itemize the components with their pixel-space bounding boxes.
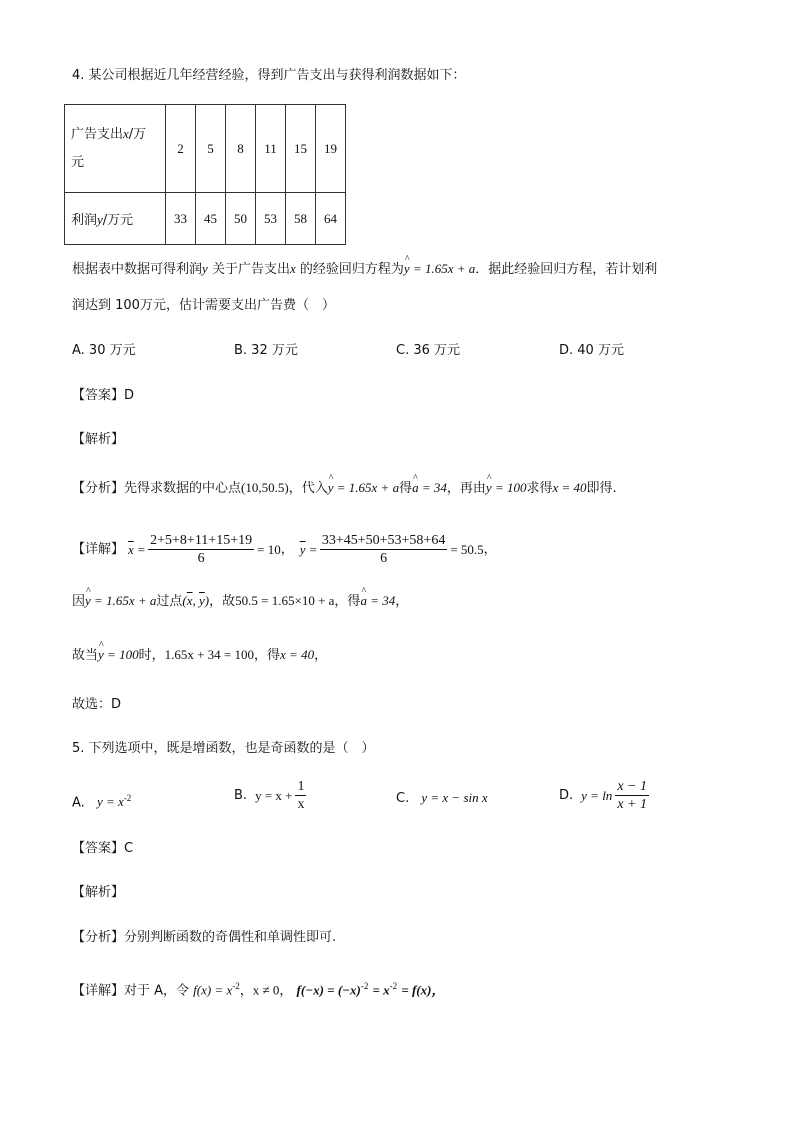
x-bar-value: = 10 <box>257 541 281 557</box>
ad-spend-unit-b: 元 <box>71 155 85 170</box>
table-cell: 45 <box>196 193 226 245</box>
q4-analysis-title: 【解析】 <box>72 432 125 447</box>
text-span: 因 <box>72 594 86 609</box>
table-cell: 58 <box>286 193 316 245</box>
q4-option-d: D. 40 万元 <box>559 343 624 358</box>
option-label: D. <box>559 787 574 803</box>
equation-text: f(x) = x <box>193 982 233 998</box>
denominator: 6 <box>197 551 205 566</box>
equation-text: = x <box>372 982 390 998</box>
option-label: A. <box>72 795 85 811</box>
q5-answer: 【答案】C <box>72 841 134 856</box>
var-y: y <box>202 261 208 276</box>
exponent: -2 <box>123 793 132 803</box>
q4-xiangjie-means: 【详解】 $\overline{x}$ = $\frac{2+5+8+11+15+19}{6}$ = 10 ， $\overline{y}$ = $\frac{33+45+50+53+58+64}{6}$ = 50.5 ， <box>72 533 497 566</box>
option-expression: y = ln <box>581 787 613 803</box>
table-cell: 8 <box>226 105 256 193</box>
text-span: ．据此经验回归方程，若计划利 <box>475 262 658 277</box>
text-span: 关于广告支出 <box>211 262 290 277</box>
text-span: 求得 <box>526 481 553 496</box>
exponent: -2 <box>360 981 369 991</box>
q5-option-a <box>72 788 131 813</box>
regression-equation: ^ y = 1.65x + a <box>404 261 475 276</box>
equation-text: = 1.65x + a <box>336 480 400 495</box>
equation-text: x = 40 <box>280 647 315 662</box>
q4-choose: 故选：D <box>72 697 122 712</box>
ad-spend-unit-a: /万 <box>128 127 147 142</box>
q5-xiangjie <box>72 976 444 1001</box>
denominator: 6 <box>380 551 388 566</box>
equation-text: = f(x)， <box>401 982 445 998</box>
q5-option-b <box>234 778 309 813</box>
y-bar-fraction <box>320 532 447 567</box>
text-span: ，故 <box>209 594 236 609</box>
q5-fenxi: 【分析】分别判断函数的奇偶性和单调性即可. <box>72 930 337 945</box>
q5-stem: 5. 下列选项中，既是增函数，也是奇函数的是（ ） <box>72 741 375 756</box>
text-span: 过点 <box>156 594 183 609</box>
text-span: 【详解】对于 A，令 <box>72 983 190 999</box>
equation-text: = 34 <box>370 593 396 608</box>
table-cell: 5 <box>196 105 226 193</box>
q5-option-c <box>396 788 488 809</box>
ad-spend-var: x <box>123 126 129 141</box>
equation-text: = 100 <box>494 480 527 495</box>
q5-analysis-title: 【解析】 <box>72 885 125 900</box>
ad-spend-label: 广告支出 <box>71 127 124 142</box>
q4-option-a: A. 30 万元 <box>72 343 136 358</box>
text-span: 时， <box>138 648 165 663</box>
denominator: x <box>297 797 305 812</box>
numerator: x − 1 <box>617 779 647 794</box>
q4-xiangjie-step3: 故当^ y = 100时，1.65x + 34 = 100，得x = 40， <box>72 645 327 666</box>
profit-unit: /万元 <box>102 213 134 228</box>
q5-option-d <box>559 778 652 813</box>
x-bar-fraction <box>148 532 254 567</box>
table-cell: 2 <box>166 105 196 193</box>
numerator: 2+5+8+11+15+19 <box>150 533 253 548</box>
option-label: C. <box>396 791 410 806</box>
exponent: -2 <box>389 981 398 991</box>
text-span: ，代入 <box>288 481 328 496</box>
text-span: ，得 <box>254 648 281 663</box>
table-row-ad-spend <box>65 105 346 193</box>
table-cell: 53 <box>256 193 286 245</box>
text-span: ，再由 <box>446 481 486 496</box>
text-span: 即得. <box>586 481 617 496</box>
var-x: x <box>289 261 296 276</box>
table-row-profit <box>65 193 346 245</box>
q4-paragraph-line2: 润达到 100万元，估计需要支出广告费（ ） <box>72 298 335 313</box>
mean-point: ($\overline{x}$, $\overline{y}$) <box>182 593 210 608</box>
table-head-ad-spend <box>65 105 166 193</box>
equation-text: = 1.65x + a <box>94 593 157 608</box>
text-span: 先得求数据的中心点 <box>124 481 242 496</box>
option-expression: y = x + <box>255 787 293 803</box>
label: 【详解】 <box>72 541 125 557</box>
equation-text: x = 40 <box>552 480 587 495</box>
q4-xiangjie-step2: 因^ y = 1.65x + a过点($\overline{x}$, $\overline{y}$)，故50.5 = 1.65×10 + a，得^ a = 34， <box>72 591 408 612</box>
option-expression: y = x − sin x <box>421 790 488 805</box>
numerator: 1 <box>297 779 305 794</box>
y-bar: $\overline{y}$ <box>299 541 306 557</box>
q4-answer: 【答案】D <box>72 388 135 403</box>
equation-text: = 1.65x + a <box>412 261 476 276</box>
table-cell: 64 <box>316 193 346 245</box>
table-cell: 11 <box>256 105 286 193</box>
option-expression: y = x <box>96 794 124 810</box>
q4-paragraph-line1 <box>72 259 657 280</box>
profit-var: y <box>97 212 103 227</box>
table-cell: 19 <box>316 105 346 193</box>
y-bar-value: = 50.5 <box>450 541 484 557</box>
equation-text: f(−x) = (−x) <box>296 982 361 998</box>
q4-data-table <box>64 104 346 245</box>
text-span: ，得 <box>334 594 361 609</box>
text-span: 的经验回归方程为 <box>299 262 404 277</box>
q4-stem: 4. 某公司根据近几年经营经验，得到广告支出与获得利润数据如下： <box>72 68 466 83</box>
numerator: 33+45+50+53+58+64 <box>321 533 446 548</box>
equation-text: 50.5 = 1.65×10 + a <box>235 593 335 608</box>
table-head-profit <box>65 193 166 245</box>
equation-text: = 34 <box>421 480 447 495</box>
denominator: x + 1 <box>617 797 647 812</box>
q4-fenxi: 【分析】先得求数据的中心点(10,50.5)，代入^ y = 1.65x + a得^ a = 34，再由^ y = 100求得x = 40即得. <box>72 478 617 499</box>
table-cell: 15 <box>286 105 316 193</box>
center-point: (10,50.5) <box>241 480 289 495</box>
profit-label: 利润 <box>71 213 98 228</box>
text-span: 根据表中数据可得利润 <box>72 262 203 277</box>
label: 【分析】 <box>72 481 125 496</box>
x-bar: $\overline{x}$ <box>128 541 134 557</box>
equation-text: = 100 <box>107 647 139 662</box>
table-cell: 33 <box>166 193 196 245</box>
exponent: -2 <box>232 981 240 991</box>
text-span: 故当 <box>72 648 99 663</box>
q4-option-b: B. 32 万元 <box>234 343 298 358</box>
text-span: ，x ≠ 0， <box>239 982 293 998</box>
option-label: B. <box>234 787 248 803</box>
table-cell: 50 <box>226 193 256 245</box>
text-span: 得 <box>399 481 413 496</box>
q4-option-c: C. 36 万元 <box>396 343 461 358</box>
equation-text: 1.65x + 34 = 100 <box>164 647 255 662</box>
